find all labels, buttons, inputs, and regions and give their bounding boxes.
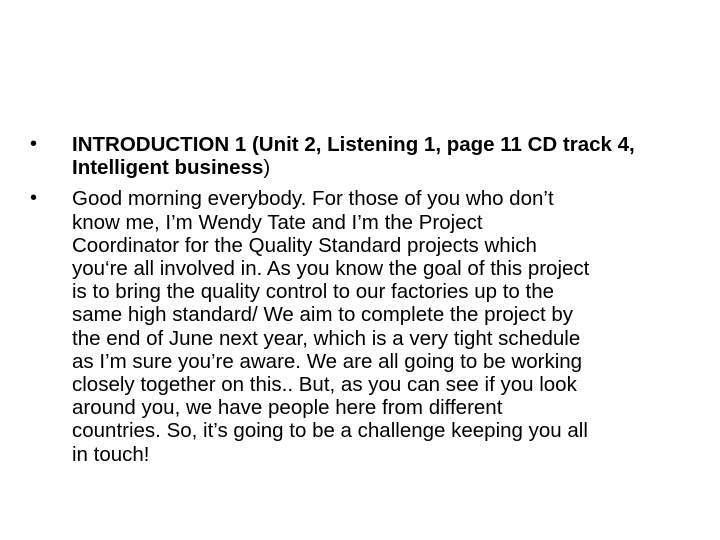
bullet-item-heading	[30, 133, 690, 179]
bullet-marker: •	[30, 133, 38, 155]
paragraph-line: in touch!	[72, 442, 150, 466]
bullet-marker: •	[30, 187, 38, 210]
paragraph-line: Good morning everybody. For those of you who don’t	[72, 187, 554, 211]
paragraph-text	[72, 187, 690, 465]
paragraph-line: Coordinator for the Quality Standard projects which	[72, 233, 537, 257]
paragraph-line: is to bring the quality control to our factories up to the	[72, 280, 555, 304]
paragraph-line: countries. So, it’s going to be a challenge keeping you all	[72, 419, 588, 443]
paragraph-line: you‘re all involved in. As you know the goal of this project	[72, 257, 590, 281]
paragraph-line: as I’m sure you’re aware. We are all going to be working	[72, 349, 583, 373]
bullet-list	[30, 133, 690, 474]
paragraph-line: the end of June next year, which is a very tight schedule	[72, 326, 581, 350]
paragraph-line: same high standard/ We aim to complete the project by	[72, 303, 573, 327]
paragraph-line: around you, we have people here from different	[72, 396, 503, 420]
paragraph-line: know me, I’m Wendy Tate and I’m the Project	[72, 210, 483, 234]
heading-bold-text: INTRODUCTION 1 (Unit 2, Listening 1, page 11 CD track 4, Intelligent business	[72, 133, 635, 180]
paragraph-line: closely together on this.. But, as you can see if you look	[72, 373, 577, 397]
bullet-item-paragraph	[30, 187, 690, 465]
heading-tail-text: )	[263, 156, 271, 180]
heading-text	[72, 133, 635, 179]
